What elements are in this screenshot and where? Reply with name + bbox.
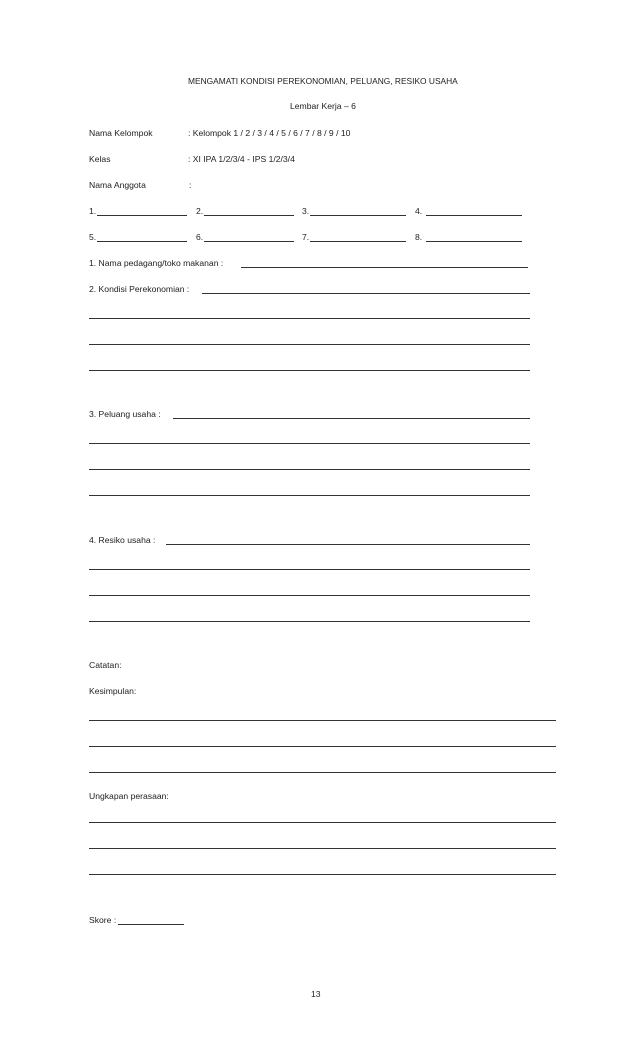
member-2-line[interactable] xyxy=(204,215,294,216)
catatan-label: Catatan: xyxy=(89,660,122,670)
question-3-line[interactable] xyxy=(173,418,530,419)
question-4-answer-line[interactable] xyxy=(89,621,530,622)
kesimpulan-label: Kesimpulan: xyxy=(89,686,137,696)
kelompok-label: Nama Kelompok xyxy=(89,128,153,138)
member-4-line[interactable] xyxy=(426,215,522,216)
question-3-answer-line[interactable] xyxy=(89,495,530,496)
question-4-line[interactable] xyxy=(166,544,530,545)
question-2-line[interactable] xyxy=(202,293,530,294)
kelompok-value: : Kelompok 1 / 2 / 3 / 4 / 5 / 6 / 7 / 8 / 9 / 10 xyxy=(188,128,351,138)
question-3-answer-line[interactable] xyxy=(89,469,530,470)
question-2-answer-line[interactable] xyxy=(89,318,530,319)
question-4-answer-line[interactable] xyxy=(89,595,530,596)
question-2-label: 2. Kondisi Perekonomian : xyxy=(89,284,190,294)
member-2-label: 2. xyxy=(196,206,204,216)
kelas-label: Kelas xyxy=(89,154,111,164)
ungkapan-line[interactable] xyxy=(89,874,556,875)
kesimpulan-line[interactable] xyxy=(89,772,556,773)
question-1-label: 1. Nama pedagang/toko makanan : xyxy=(89,258,224,268)
member-6-line[interactable] xyxy=(204,241,294,242)
kelas-value: : XI IPA 1/2/3/4 - IPS 1/2/3/4 xyxy=(188,154,295,164)
member-1-label: 1. xyxy=(89,206,97,216)
ungkapan-line[interactable] xyxy=(89,848,556,849)
anggota-label: Nama Anggota xyxy=(89,180,146,190)
ungkapan-line[interactable] xyxy=(89,822,556,823)
member-3-line[interactable] xyxy=(310,215,406,216)
member-8-line[interactable] xyxy=(426,241,522,242)
member-6-label: 6. xyxy=(196,232,204,242)
question-2-answer-line[interactable] xyxy=(89,370,530,371)
question-3-answer-line[interactable] xyxy=(89,443,530,444)
question-4-label: 4. Resiko usaha : xyxy=(89,535,156,545)
member-5-label: 5. xyxy=(89,232,97,242)
kesimpulan-line[interactable] xyxy=(89,746,556,747)
member-8-label: 8. xyxy=(415,232,423,242)
member-7-label: 7. xyxy=(302,232,310,242)
member-7-line[interactable] xyxy=(310,241,406,242)
anggota-colon: : xyxy=(189,180,192,190)
skore-line[interactable] xyxy=(118,924,184,925)
question-4-answer-line[interactable] xyxy=(89,569,530,570)
question-3-label: 3. Peluang usaha : xyxy=(89,409,161,419)
kesimpulan-line[interactable] xyxy=(89,720,556,721)
question-1-line[interactable] xyxy=(241,267,528,268)
member-1-line[interactable] xyxy=(97,215,187,216)
page-number: 13 xyxy=(311,989,321,999)
member-3-label: 3. xyxy=(302,206,310,216)
member-5-line[interactable] xyxy=(97,241,187,242)
skore-label: Skore : xyxy=(89,915,117,925)
question-2-answer-line[interactable] xyxy=(89,344,530,345)
member-4-label: 4. xyxy=(415,206,423,216)
worksheet-subtitle: Lembar Kerja – 6 xyxy=(290,101,356,111)
page-title: MENGAMATI KONDISI PEREKONOMIAN, PELUANG, RESIKO USAHA xyxy=(188,76,458,86)
ungkapan-label: Ungkapan perasaan: xyxy=(89,791,169,801)
